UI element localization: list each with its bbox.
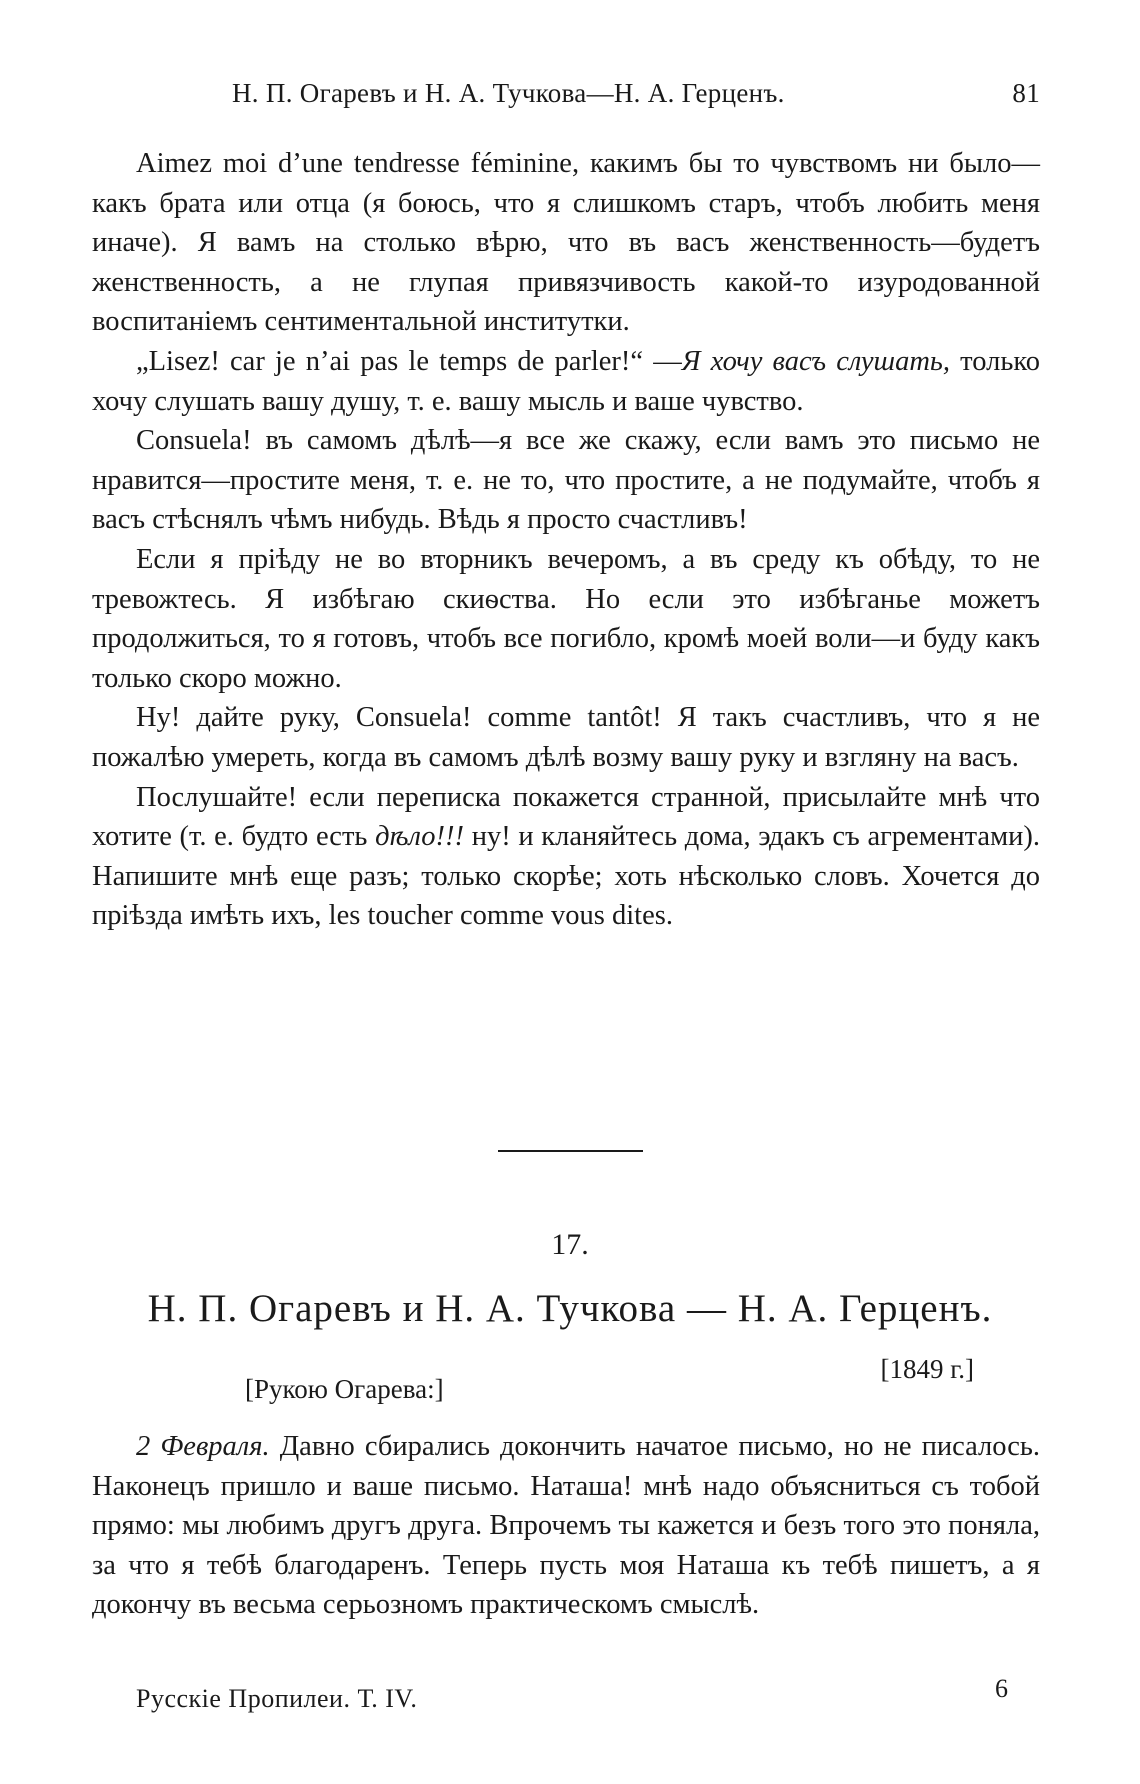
running-title: Н. П. Огаревъ и Н. А. Тучкова—Н. А. Герценъ.	[232, 78, 785, 108]
italic-text: дѣло!!!	[375, 821, 465, 853]
paragraph	[92, 342, 1040, 421]
letter-date: [1849 г.]	[880, 1354, 974, 1384]
footer-sheet-number: 6	[995, 1674, 1008, 1703]
italic-text: Я хочу васъ слушать,	[681, 345, 950, 377]
editorial-note: [Рукою Огарева:]	[245, 1374, 444, 1404]
paragraph: Aimez moi d’une tendresse féminine, какимъ бы то чувствомъ ни было—какъ брата или отца (я боюсь, что я слишкомъ старъ, чтобъ любить меня иначе). Я вамъ на столько вѣрю, что въ васъ женственность—будетъ женственность, а не глупая привязчивость какой-то изуродованной воспитаніемъ сентиментальной институтки.	[92, 148, 1040, 338]
text-run: „Lisez! car je n’ai pas le temps de parler!“ —	[136, 345, 682, 377]
paragraph	[92, 1427, 1040, 1625]
paragraph: Если я пріѣду не во вторникъ вечеромъ, а въ среду къ обѣду, то не тревожтесь. Я избѣгаю скиѳства. Но если это избѣганье можетъ продолжиться, то я готовъ, чтобъ все погибло, кромѣ моей воли—и буду какъ только скоро можно.	[92, 543, 1040, 694]
text-run: только хочу слушать вашу душу, т. е. вашу мысль и ваше чувство.	[92, 345, 1040, 417]
text-run: Послушайте! если переписка покажется странной, присылайте мнѣ что хотите (т. е. будто есть	[92, 781, 1040, 853]
paragraph	[92, 778, 1040, 936]
paragraph: Consuela! въ самомъ дѣлѣ—я все же скажу, если вамъ это письмо не нравится—простите меня, т. е. не то, что простите, а не подумайте, чтобъ я васъ стѣснялъ чѣмъ нибудь. Вѣдь я просто счастливъ!	[92, 425, 1040, 536]
page-number: 81	[1012, 78, 1040, 108]
text-run: Давно сбирались докончить начатое письмо, но не писалось. Наконецъ пришло и ваше письмо. Наташа! мнѣ надо объясниться съ тобой прямо: мы любимъ другъ друга. Впрочемъ ты кажется и безъ того это поняла, за что я тебѣ благодаренъ. Теперь пусть моя Наташа къ тебѣ пишетъ, а я докончу въ весьма серьозномъ практическомъ смыслѣ.	[92, 1431, 1040, 1621]
paragraph: Ну! дайте руку, Consuela! comme tantôt! Я такъ счастливъ, что я не пожалѣю умереть, когда въ самомъ дѣлѣ возму вашу руку и взгляну на васъ.	[92, 702, 1040, 773]
letter-number: 17.	[551, 1228, 589, 1261]
section-divider	[498, 1150, 643, 1152]
letter-16-text	[92, 144, 1040, 936]
letter-17-text	[92, 1427, 1040, 1625]
footer-signature: Русскіе Пропилеи. Т. IV.	[136, 1684, 418, 1713]
italic-date: 2 Февраля.	[136, 1431, 270, 1462]
text-run: ну! и кланяйтесь дома, эдакъ съ агрементами). Напишите мнѣ еще разъ; только скорѣе; хоть нѣсколько словъ. Хочется до пріѣзда имѣть ихъ, les toucher comme vous dites.	[92, 821, 1040, 932]
letter-heading: Н. П. Огаревъ и Н. А. Тучкова — Н. А. Герценъ.	[147, 1287, 993, 1330]
